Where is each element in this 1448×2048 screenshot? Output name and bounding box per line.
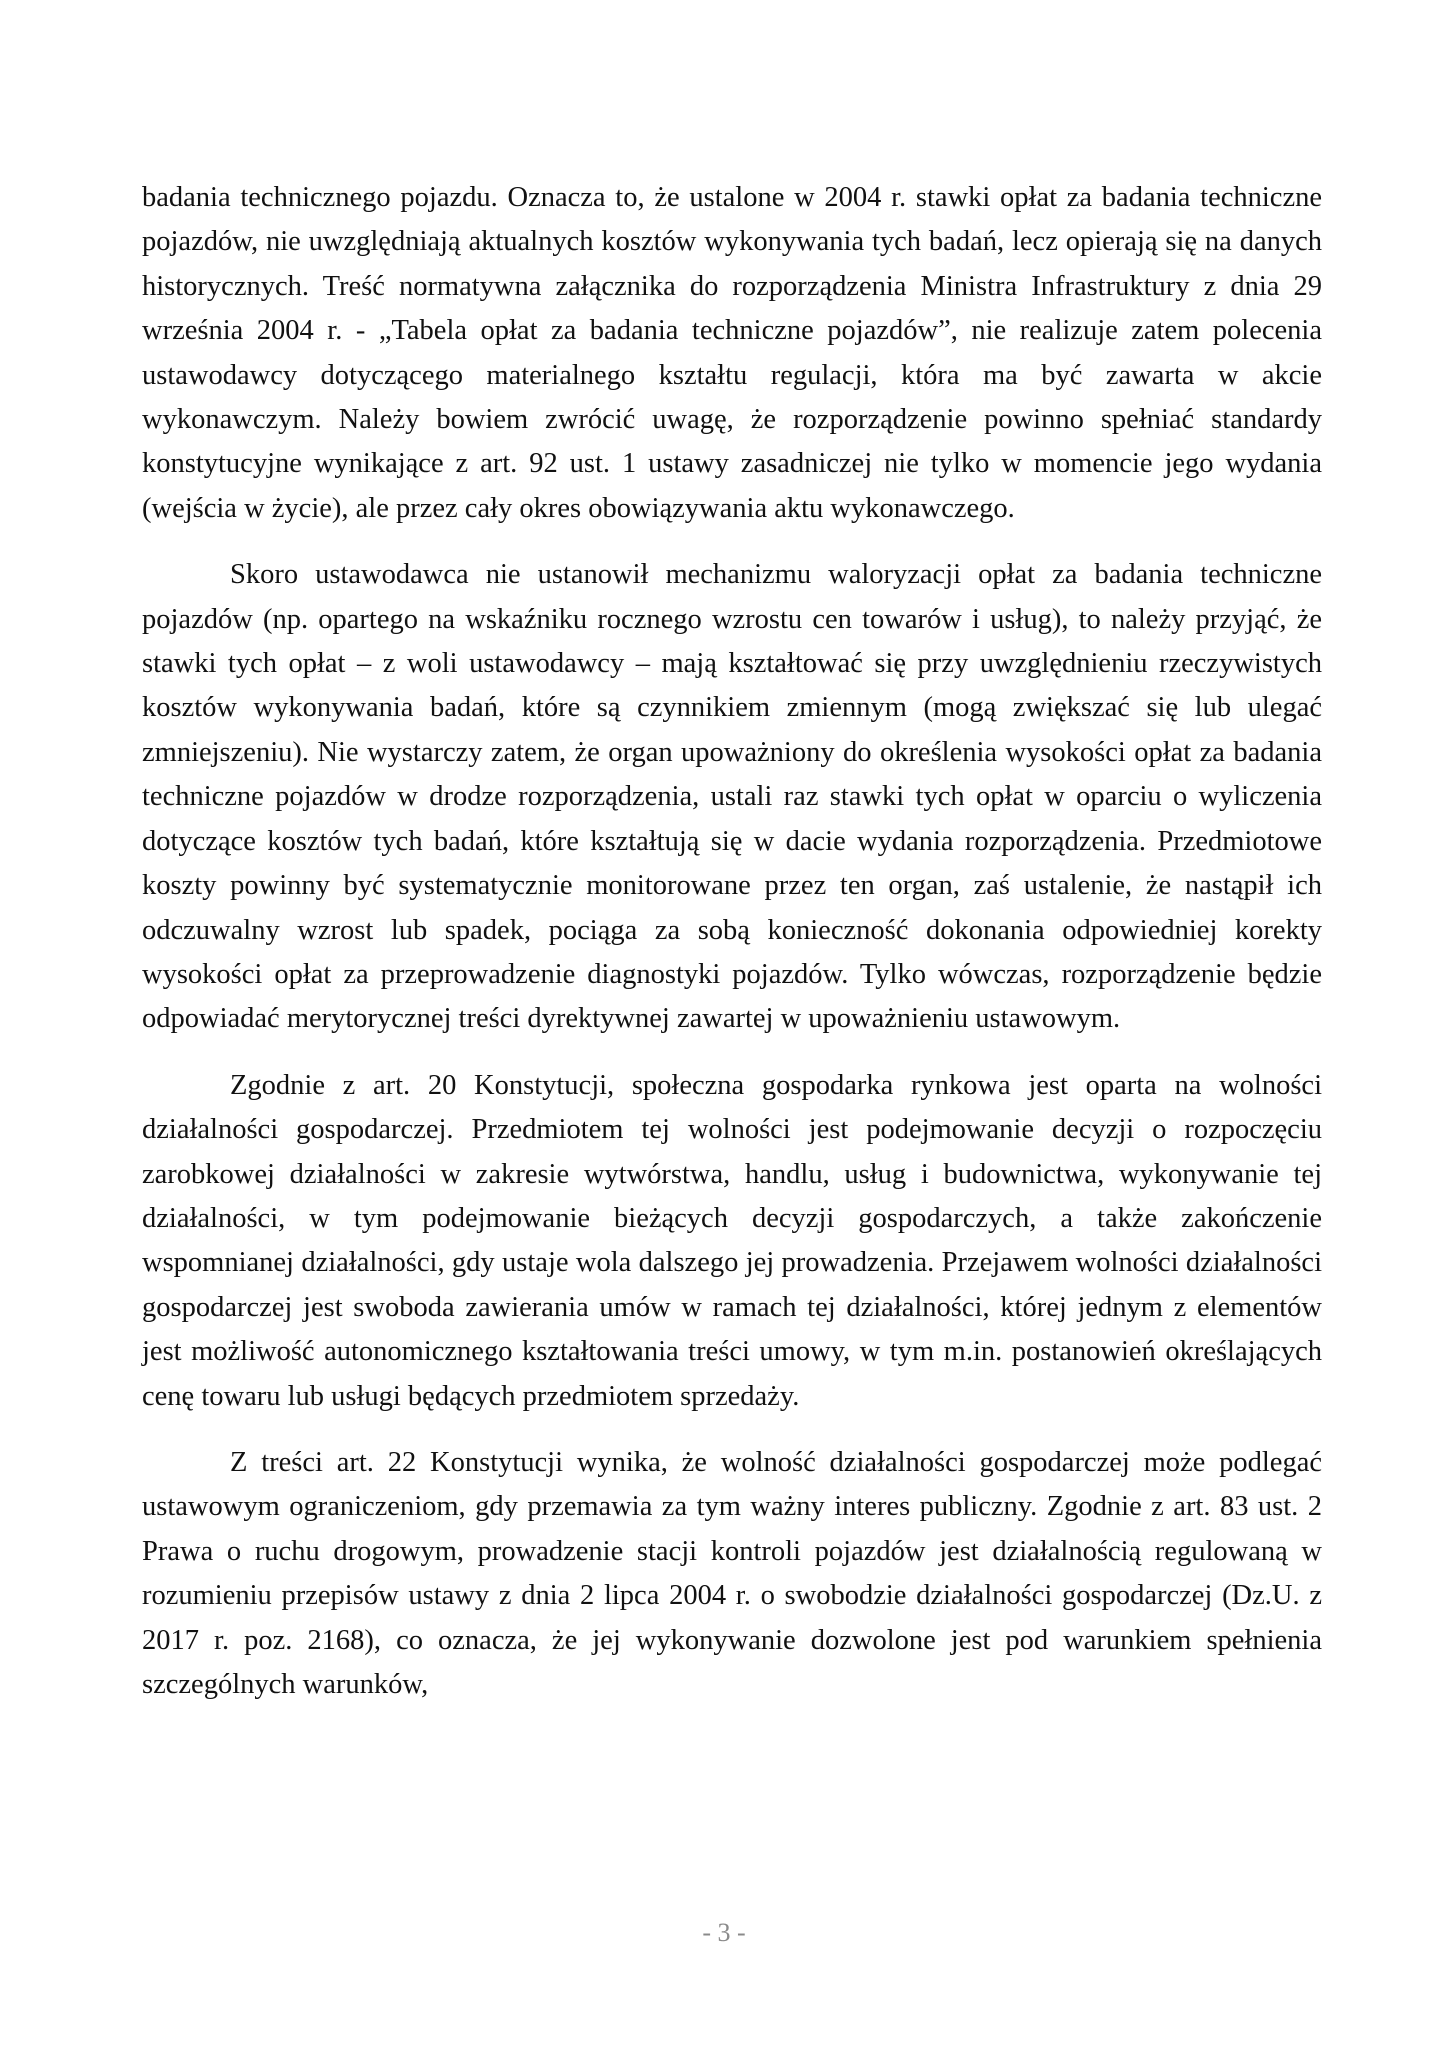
- body-text: [142, 176, 1322, 1707]
- paragraph-valorization: Skoro ustawodawca nie ustanowił mechanizmu waloryzacji opłat za badania techniczne pojazdów (np. opartego na wskaźniku rocznego wzrostu cen towarów i usług), to należy przyjąć, że stawki tych opłat – z woli ustawodawcy – mają kształtować się przy uwzględnieniu rzeczywistych kosztów wykonywania badań, które są czynnikiem zmiennym (mogą zwiększać się lub ulegać zmniejszeniu). Nie wystarczy zatem, że organ upoważniony do określenia wysokości opłat za badania techniczne pojazdów w drodze rozporządzenia, ustali raz stawki tych opłat w oparciu o wyliczenia dotyczące kosztów tych badań, które kształtują się w dacie wydania rozporządzenia. Przedmiotowe koszty powinny być systematycznie monitorowane przez ten organ, zaś ustalenie, że nastąpił ich odczuwalny wzrost lub spadek, pociąga za sobą konieczność dokonania odpowiedniej korekty wysokości opłat za przeprowadzenie diagnostyki pojazdów. Tylko wówczas, rozporządzenie będzie odpowiadać merytorycznej treści dyrektywnej zawartej w upoważnieniu ustawowym.: [142, 559, 1322, 1035]
- paragraph-continuation: badania technicznego pojazdu. Oznacza to, że ustalone w 2004 r. stawki opłat za badania techniczne pojazdów, nie uwzględniają aktualnych kosztów wykonywania tych badań, lecz opierają się na danych historycznych. Treść normatywna załącznika do rozporządzenia Ministra Infrastruktury z dnia 29 września 2004 r. - „Tabela opłat za badania techniczne pojazdów”, nie realizuje zatem polecenia ustawodawcy dotyczącego materialnego kształtu regulacji, która ma być zawarta w akcie wykonawczym. Należy bowiem zwrócić uwagę, że rozporządzenie powinno spełniać standardy konstytucyjne wynikające z art. 92 ust. 1 ustawy zasadniczej nie tylko w momencie jego wydania (wejścia w życie), ale przez cały okres obowiązywania aktu wykonawczego.: [142, 182, 1322, 524]
- paragraph-article-20: Zgodnie z art. 20 Konstytucji, społeczna gospodarka rynkowa jest oparta na wolności działalności gospodarczej. Przedmiotem tej wolności jest podejmowanie decyzji o rozpoczęciu zarobkowej działalności w zakresie wytwórstwa, handlu, usług i budownictwa, wykonywanie tej działalności, w tym podejmowanie bieżących decyzji gospodarczych, a także zakończenie wspomnianej działalności, gdy ustaje wola dalszego jej prowadzenia. Przejawem wolności działalności gospodarczej jest swoboda zawierania umów w ramach tej działalności, której jednym z elementów jest możliwość autonomicznego kształtowania treści umowy, w tym m.in. postanowień określających cenę towaru lub usługi będących przedmiotem sprzedaży.: [142, 1069, 1322, 1412]
- page-number: - 3 -: [702, 1918, 746, 1947]
- paragraph-article-22: Z treści art. 22 Konstytucji wynika, że wolność działalności gospodarczej może podlegać ustawowym ograniczeniom, gdy przemawia za tym ważny interes publiczny. Zgodnie z art. 83 ust. 2 Prawa o ruchu drogowym, prowadzenie stacji kontroli pojazdów jest działalnością regulowaną w rozumieniu przepisów ustawy z dnia 2 lipca 2004 r. o swobodzie działalności gospodarczej (Dz.U. z 2017 r. poz. 2168), co oznacza, że jej wykonywanie dozwolone jest pod warunkiem spełnienia szczególnych warunków,: [142, 1446, 1322, 1700]
